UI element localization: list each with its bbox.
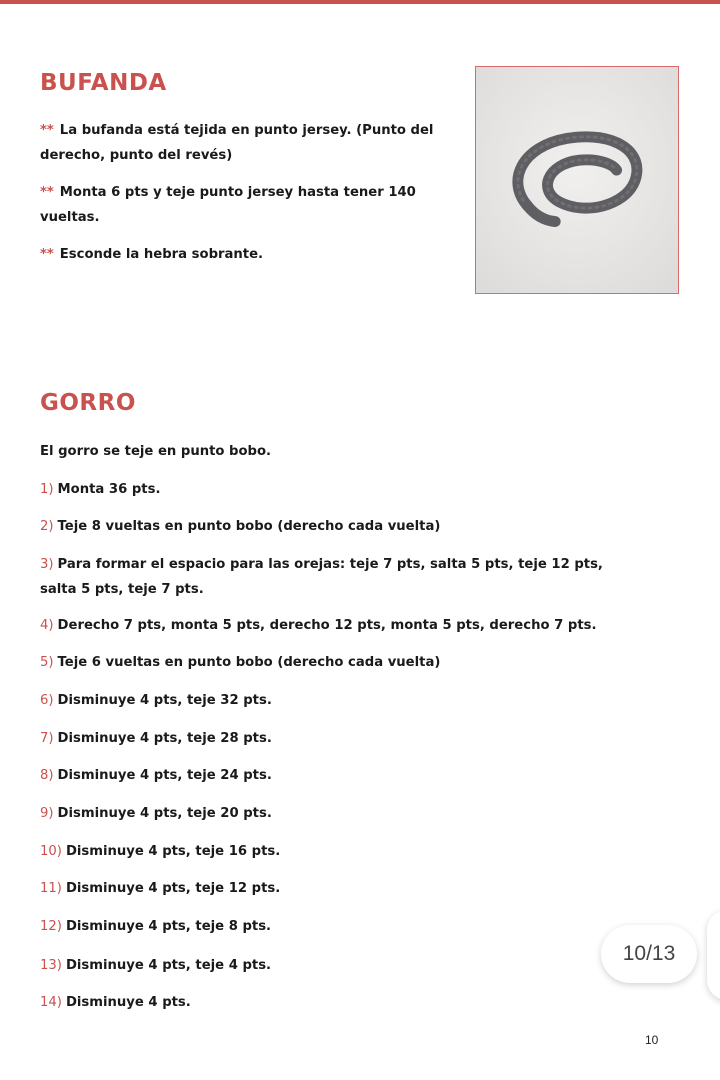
bufanda-title: BUFANDA	[40, 70, 167, 96]
bullet-mark: **	[40, 123, 54, 138]
bullet-mark: **	[40, 185, 54, 200]
page-number: 10	[645, 1033, 659, 1047]
step-5: 5) Teje 6 vueltas en punto bobo (derecho cada vuelta)	[40, 655, 441, 670]
step-9: 9) Disminuye 4 pts, teje 20 pts.	[40, 806, 272, 821]
bufanda-paragraph-2	[40, 180, 440, 230]
paragraph-text: Monta 6 pts y teje punto jersey hasta tener 140 vueltas.	[40, 185, 416, 225]
step-7: 7) Disminuye 4 pts, teje 28 pts.	[40, 731, 272, 746]
step-4: 4) Derecho 7 pts, monta 5 pts, derecho 12 pts, monta 5 pts, derecho 7 pts.	[40, 618, 597, 633]
step-12: 12) Disminuye 4 pts, teje 8 pts.	[40, 919, 272, 934]
knitted-scarf-illustration	[476, 67, 678, 293]
page-indicator-button[interactable]: 10/13	[601, 925, 697, 983]
side-scroll-handle[interactable]	[707, 910, 720, 1000]
step-3: 3) Para formar el espacio para las orejas: teje 7 pts, salta 5 pts, teje 12 pts, salta 5 pts, teje 7 pts.	[40, 557, 603, 597]
paragraph-text: La bufanda está tejida en punto jersey. (Punto del derecho, punto del revés)	[40, 123, 434, 163]
step-8: 8) Disminuye 4 pts, teje 24 pts.	[40, 768, 272, 783]
gorro-title: GORRO	[40, 390, 136, 416]
step-6: 6) Disminuye 4 pts, teje 32 pts.	[40, 693, 272, 708]
bullet-mark: **	[40, 247, 54, 262]
step-14: 14) Disminuye 4 pts.	[40, 995, 191, 1010]
paragraph-text: Esconde la hebra sobrante.	[59, 247, 264, 262]
step-2: 2) Teje 8 vueltas en punto bobo (derecho cada vuelta)	[40, 519, 441, 534]
scarf-photo	[475, 66, 679, 294]
step-13: 13) Disminuye 4 pts, teje 4 pts.	[40, 958, 272, 973]
bufanda-paragraph-3	[40, 242, 450, 267]
step-11: 11) Disminuye 4 pts, teje 12 pts.	[40, 881, 281, 896]
gorro-intro: El gorro se teje en punto bobo.	[40, 444, 272, 459]
step-10: 10) Disminuye 4 pts, teje 16 pts.	[40, 844, 281, 859]
step-1: 1) Monta 36 pts.	[40, 482, 161, 497]
bufanda-paragraph-1	[40, 118, 450, 168]
